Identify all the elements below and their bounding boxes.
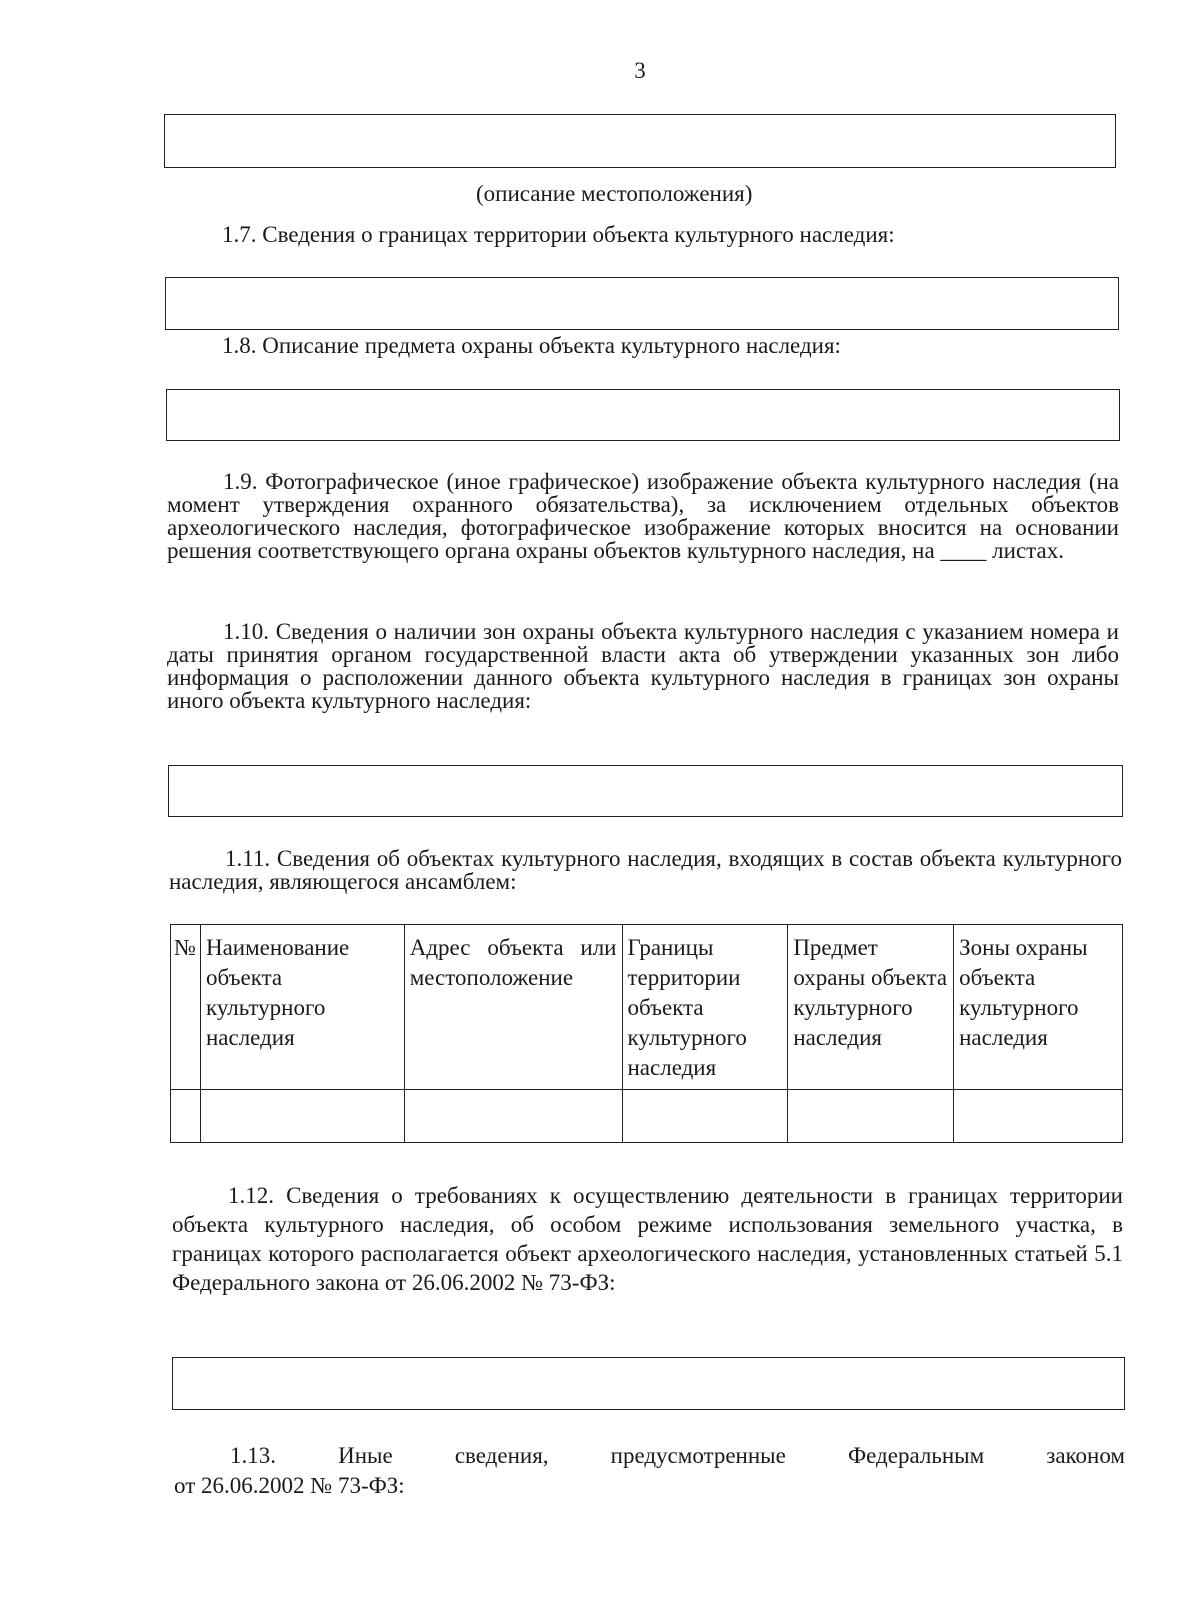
page-number: 3 bbox=[634, 58, 646, 83]
header-address bbox=[404, 925, 622, 1090]
cell-boundaries[interactable] bbox=[622, 1090, 788, 1143]
cell-object-name[interactable] bbox=[200, 1090, 404, 1143]
section-1-8-heading: 1.8. Описание предмета охраны объекта культурного наследия: bbox=[222, 333, 841, 358]
section-1-13-line-2: от 26.06.2002 № 73-ФЗ: bbox=[174, 1473, 405, 1498]
section-1-11-text: 1.11. Сведения об объектах культурного наследия, входящих в состав объекта культурного наследия, являющегося ансамблем: bbox=[169, 846, 1122, 894]
cell-protection-subject[interactable] bbox=[788, 1090, 954, 1143]
cell-address[interactable] bbox=[404, 1090, 622, 1143]
header-number: № bbox=[171, 925, 201, 1090]
section-1-13-line-1: 1.13. Иные сведения, предусмотренные Федеральным законом bbox=[230, 1443, 1125, 1468]
section-1-10-text: 1.10. Сведения о наличии зон охраны объекта культурного наследия с указанием номера и даты принятия органом государственной власти акта об утверждении указанных зон либо информация о расположении данного объекта культурного наследия в границах зон охраны иного объекта культурного наследия: bbox=[167, 619, 1119, 713]
location-caption: (описание местоположения) bbox=[476, 181, 753, 206]
protection-zones-box[interactable] bbox=[168, 765, 1123, 817]
territory-boundaries-box[interactable] bbox=[165, 277, 1119, 330]
header-protection-subject: Предмет охраны объекта культурного наследия bbox=[788, 925, 954, 1090]
table-row bbox=[171, 1090, 1123, 1143]
header-address-text: Адрес объекта или местоположение bbox=[409, 935, 617, 990]
section-1-12-paragraph bbox=[172, 1181, 1123, 1297]
section-1-10-paragraph bbox=[167, 620, 1119, 712]
activity-requirements-box[interactable] bbox=[172, 1357, 1125, 1410]
header-object-name: Наименование объекта культурного наследия bbox=[200, 925, 404, 1090]
table-header-row bbox=[171, 925, 1123, 1090]
header-protection-zones: Зоны охраны объекта культурного наследия bbox=[954, 925, 1123, 1090]
section-1-9-paragraph bbox=[167, 470, 1119, 562]
cell-number[interactable] bbox=[171, 1090, 201, 1143]
section-1-13-paragraph bbox=[174, 1441, 1125, 1501]
section-1-12-text: 1.12. Сведения о требованиях к осуществлению деятельности в границах территории объекта культурного наследия, об особом режиме использования земельного участка, в границах которого располагается объект археологического наследия, установленных статьей 5.1 Федерального закона от 26.06.2002 № 73-ФЗ: bbox=[172, 1183, 1123, 1295]
cell-protection-zones[interactable] bbox=[954, 1090, 1123, 1143]
header-boundaries: Границы территории объекта культурного наследия bbox=[622, 925, 788, 1090]
section-1-11-paragraph bbox=[169, 847, 1122, 893]
section-1-7-heading: 1.7. Сведения о границах территории объекта культурного наследия: bbox=[222, 222, 895, 247]
section-1-9-text: 1.9. Фотографическое (иное графическое) изображение объекта культурного наследия (на момент утверждения охранного обязательства), за исключением отдельных объектов археологического наследия, фотографическое изображение которых вносится на основании решения соответствующего органа охраны объектов культурного наследия, на ____ листах. bbox=[167, 469, 1119, 563]
location-field-box[interactable] bbox=[164, 114, 1116, 168]
protection-subject-box[interactable] bbox=[166, 389, 1120, 441]
ensemble-objects-table bbox=[170, 924, 1123, 1143]
